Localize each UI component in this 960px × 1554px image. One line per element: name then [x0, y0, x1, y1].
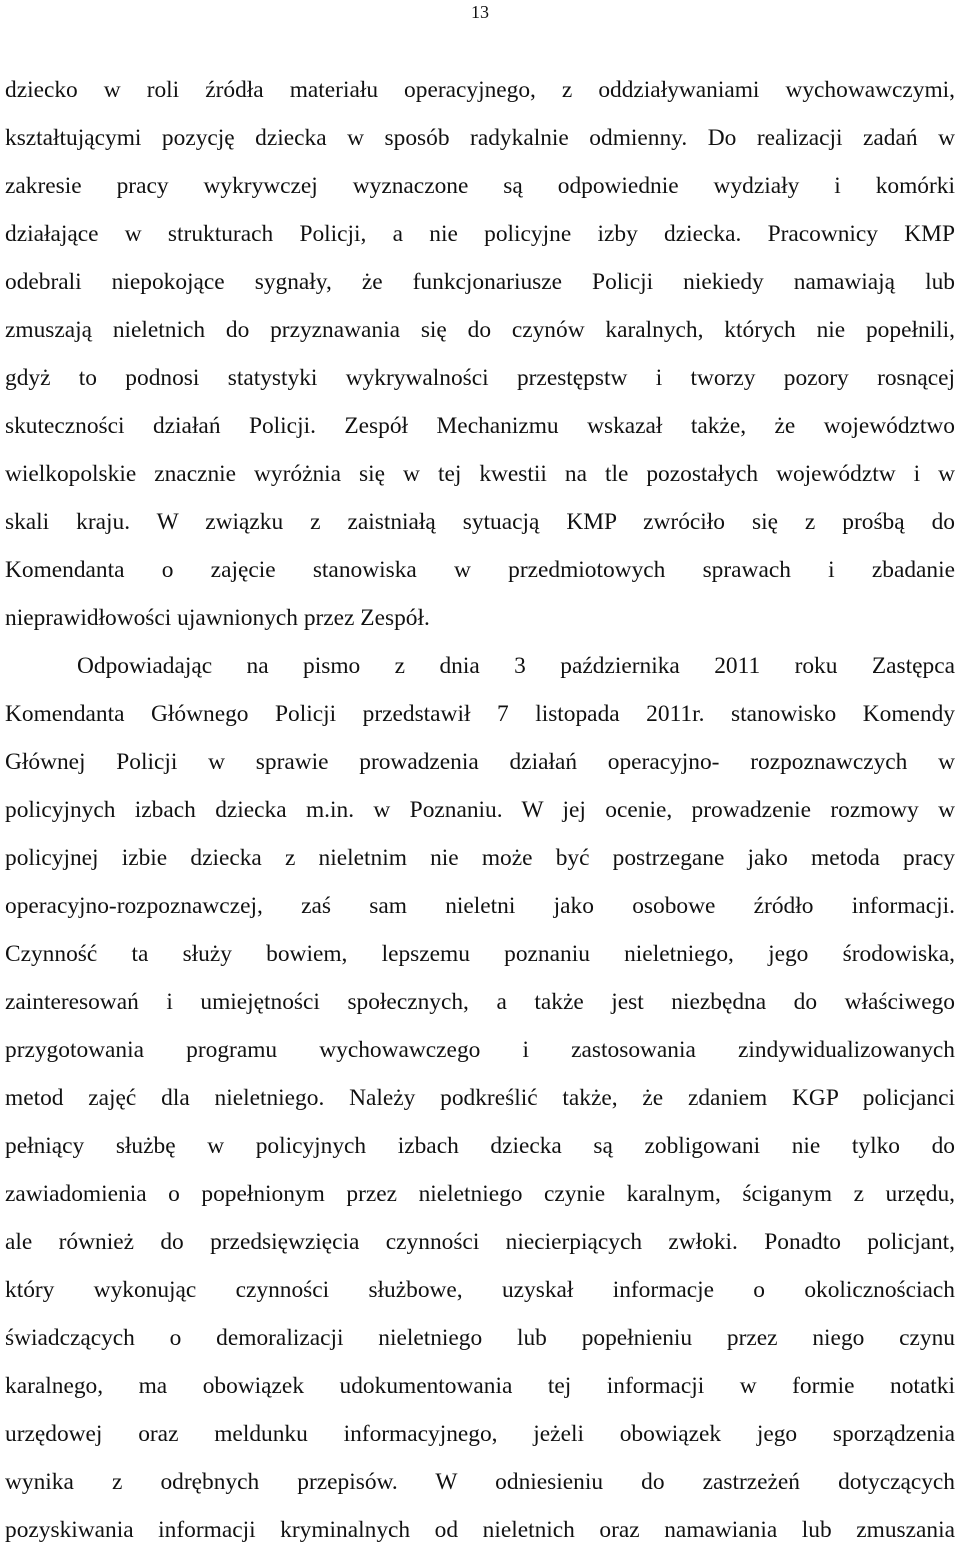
text-line: świadczących o demoralizacji nieletniego lub popełnieniu przez niego czynu	[5, 1325, 955, 1351]
text-line: ale również do przedsięwzięcia czynności niecierpiących zwłoki. Ponadto policjant,	[5, 1229, 955, 1255]
text-line: nieprawidłowości ujawnionych przez Zespół.	[5, 605, 430, 631]
text-line: metod zajęć dla nieletniego. Należy podkreślić także, że zdaniem KGP policjanci	[5, 1085, 955, 1111]
text-line: urzędowej oraz meldunku informacyjnego, jeżeli obowiązek jego sporządzenia	[5, 1421, 955, 1447]
text-line: wynika z odrębnych przepisów. W odniesieniu do zastrzeżeń dotyczących	[5, 1469, 955, 1495]
text-line: skuteczności działań Policji. Zespół Mechanizmu wskazał także, że województwo	[5, 413, 955, 439]
text-line: gdyż to podnosi statystyki wykrywalności przestępstw i tworzy pozory rosnącej	[5, 365, 955, 391]
page-number: 13	[471, 2, 489, 22]
paragraph-first-line: Odpowiadając na pismo z dnia 3 października 2011 roku Zastępca	[77, 653, 955, 679]
text-line: Czynność ta służy bowiem, lepszemu poznaniu nieletniego, jego środowiska,	[5, 941, 955, 967]
text-line: policyjnych izbach dziecka m.in. w Poznaniu. W jej ocenie, prowadzenie rozmowy w	[5, 797, 955, 823]
text-line: zawiadomienia o popełnionym przez nieletniego czynie karalnym, ściganym z urzędu,	[5, 1181, 955, 1207]
text-line: odebrali niepokojące sygnały, że funkcjonariusze Policji niekiedy namawiają lub	[5, 269, 955, 295]
text-line: kształtującymi pozycję dziecka w sposób radykalnie odmienny. Do realizacji zadań w	[5, 125, 955, 151]
text-line: przygotowania programu wychowawczego i zastosowania zindywidualizowanych	[5, 1037, 955, 1063]
text-line: który wykonując czynności służbowe, uzyskał informacje o okolicznościach	[5, 1277, 955, 1303]
text-line: działające w strukturach Policji, a nie policyjne izby dziecka. Pracownicy KMP	[5, 221, 955, 247]
text-line: policyjnej izbie dziecka z nieletnim nie może być postrzegane jako metoda pracy	[5, 845, 955, 871]
text-line: karalnego, ma obowiązek udokumentowania tej informacji w formie notatki	[5, 1373, 955, 1399]
text-line: Komendanta o zajęcie stanowiska w przedmiotowych sprawach i zbadanie	[5, 557, 955, 583]
text-line: pozyskiwania informacji kryminalnych od nieletnich oraz namawiania lub zmuszania	[5, 1517, 955, 1543]
text-line: zmuszają nieletnich do przyznawania się do czynów karalnych, których nie popełnili,	[5, 317, 955, 343]
text-line: Komendanta Głównego Policji przedstawił 7 listopada 2011r. stanowisko Komendy	[5, 701, 955, 727]
text-line: zakresie pracy wykrywczej wyznaczone są odpowiednie wydziały i komórki	[5, 173, 955, 199]
text-line: operacyjno-rozpoznawczej, zaś sam nieletni jako osobowe źródło informacji.	[5, 893, 955, 919]
text-line: dziecko w roli źródła materiału operacyjnego, z oddziaływaniami wychowawczymi,	[5, 77, 955, 103]
text-line: skali kraju. W związku z zaistniałą sytuacją KMP zwróciło się z prośbą do	[5, 509, 955, 535]
text-line: Głównej Policji w sprawie prowadzenia działań operacyjno- rozpoznawczych w	[5, 749, 955, 775]
document-body	[5, 66, 955, 1554]
text-line: wielkopolskie znacznie wyróżnia się w tej kwestii na tle pozostałych województw i w	[5, 461, 955, 487]
text-line: pełniący służbę w policyjnych izbach dziecka są zobligowani nie tylko do	[5, 1133, 955, 1159]
text-line: zainteresowań i umiejętności społecznych, a także jest niezbędna do właściwego	[5, 989, 955, 1015]
